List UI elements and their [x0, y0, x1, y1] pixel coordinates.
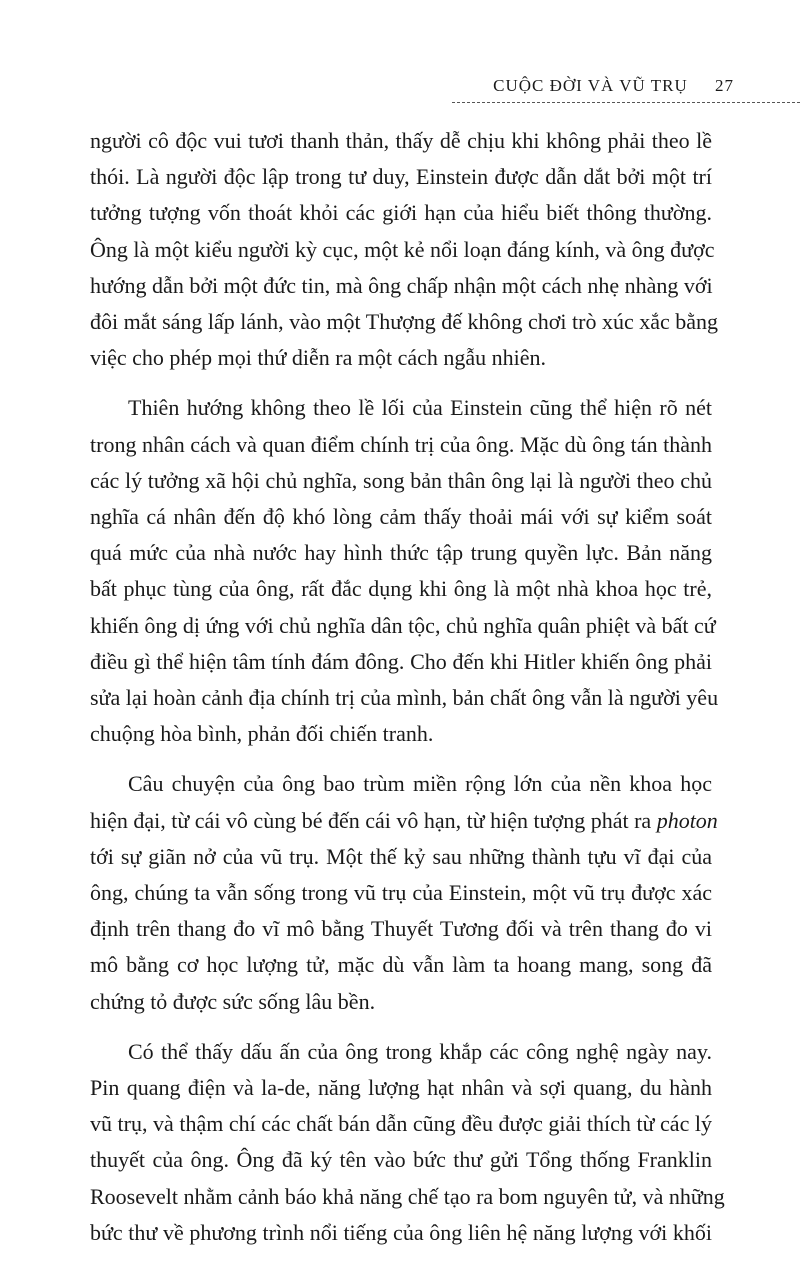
- text-line: Thiên hướng không theo lề lối của Einstein cũng thể hiện rõ nét: [128, 395, 712, 421]
- text-line: chứng tỏ được sức sống lâu bền.: [90, 988, 376, 1014]
- text-line: người cô độc vui tươi thanh thản, thấy dễ chịu khi không phải theo lề: [90, 128, 712, 153]
- text-line: Ông là một kiểu người kỳ cục, một kẻ nổi loạn đáng kính, và ông được: [90, 236, 715, 262]
- italic-term: photon: [656, 807, 718, 833]
- text-line: trong nhân cách và quan điểm chính trị của ông. Mặc dù ông tán thành: [90, 431, 712, 457]
- text-line: hướng dẫn bởi một đức tin, mà ông chấp nhận một cách nhẹ nhàng với: [90, 272, 713, 298]
- text-line: bức thư về phương trình nổi tiếng của ông liên hệ năng lượng với khối: [90, 1219, 712, 1245]
- header-dashed-rule: [452, 102, 800, 103]
- text-line: đôi mắt sáng lấp lánh, vào một Thượng đế không chơi trò xúc xắc bằng: [90, 309, 719, 335]
- text-line: tưởng tượng vốn thoát khỏi các giới hạn của hiểu biết thông thường.: [90, 200, 712, 226]
- paragraph-2: [90, 390, 719, 752]
- text-line: Câu chuyện của ông bao trùm miền rộng lớn của nền khoa học: [128, 771, 712, 797]
- text-segment: hiện đại, từ cái vô cùng bé đến cái vô hạn, từ hiện tượng phát ra: [90, 807, 652, 833]
- text-line: vũ trụ, và thậm chí các chất bán dẫn cũng đều được giải thích từ các lý: [90, 1111, 712, 1137]
- text-line: tới sự giãn nở của vũ trụ. Một thế kỷ sau những thành tựu vĩ đại của: [90, 843, 712, 869]
- text-line: mô bằng cơ học lượng tử, mặc dù vẫn làm ta hoang mang, song đã: [90, 952, 712, 978]
- chapter-title: CUỘC ĐỜI VÀ VŨ TRỤ: [493, 76, 688, 95]
- body-text: [90, 123, 725, 1265]
- paragraph-4: [90, 1034, 725, 1251]
- text-line: điều gì thể hiện tâm tính đám đông. Cho đến khi Hitler khiến ông phải: [90, 648, 712, 674]
- text-line: thói. Là người độc lập trong tư duy, Einstein được dẫn dắt bởi một trí: [90, 164, 712, 190]
- text-line: Pin quang điện và la-de, năng lượng hạt nhân và sợi quang, du hành: [90, 1075, 712, 1101]
- text-line: định trên thang đo vĩ mô bằng Thuyết Tương đối và trên thang đo vi: [90, 916, 712, 942]
- text-line: khiến ông dị ứng với chủ nghĩa dân tộc, chủ nghĩa quân phiệt và bất cứ: [90, 612, 716, 638]
- page-number: 27: [715, 76, 734, 95]
- text-line: nghĩa cá nhân đến độ khó lòng cảm thấy thoải mái với sự kiểm soát: [90, 504, 712, 530]
- text-line: sửa lại hoàn cảnh địa chính trị của mình, bản chất ông vẫn là người yêu: [90, 685, 719, 711]
- text-line: chuộng hòa bình, phản đối chiến tranh.: [90, 721, 434, 747]
- paragraph-1: [90, 123, 719, 376]
- text-line: quá mức của nhà nước hay hình thức tập trung quyền lực. Bản năng: [90, 540, 712, 566]
- text-line-with-italic: [90, 803, 718, 839]
- text-line: bất phục tùng của ông, rất đắc dụng khi ông là một nhà khoa học trẻ,: [90, 576, 712, 602]
- text-line: các lý tưởng xã hội chủ nghĩa, song bản thân ông lại là người theo chủ: [90, 467, 712, 493]
- text-line: thuyết của ông. Ông đã ký tên vào bức thư gửi Tổng thống Franklin: [90, 1147, 712, 1173]
- text-line: ông, chúng ta vẫn sống trong vũ trụ của Einstein, một vũ trụ được xác: [90, 880, 712, 906]
- paragraph-3: [90, 766, 718, 1019]
- text-line: việc cho phép mọi thứ diễn ra một cách ngẫu nhiên.: [90, 345, 547, 371]
- text-line: Có thể thấy dấu ấn của ông trong khắp các công nghệ ngày nay.: [128, 1038, 712, 1064]
- text-line: Roosevelt nhằm cảnh báo khả năng chế tạo ra bom nguyên tử, và những: [90, 1183, 725, 1209]
- running-header: [493, 76, 734, 96]
